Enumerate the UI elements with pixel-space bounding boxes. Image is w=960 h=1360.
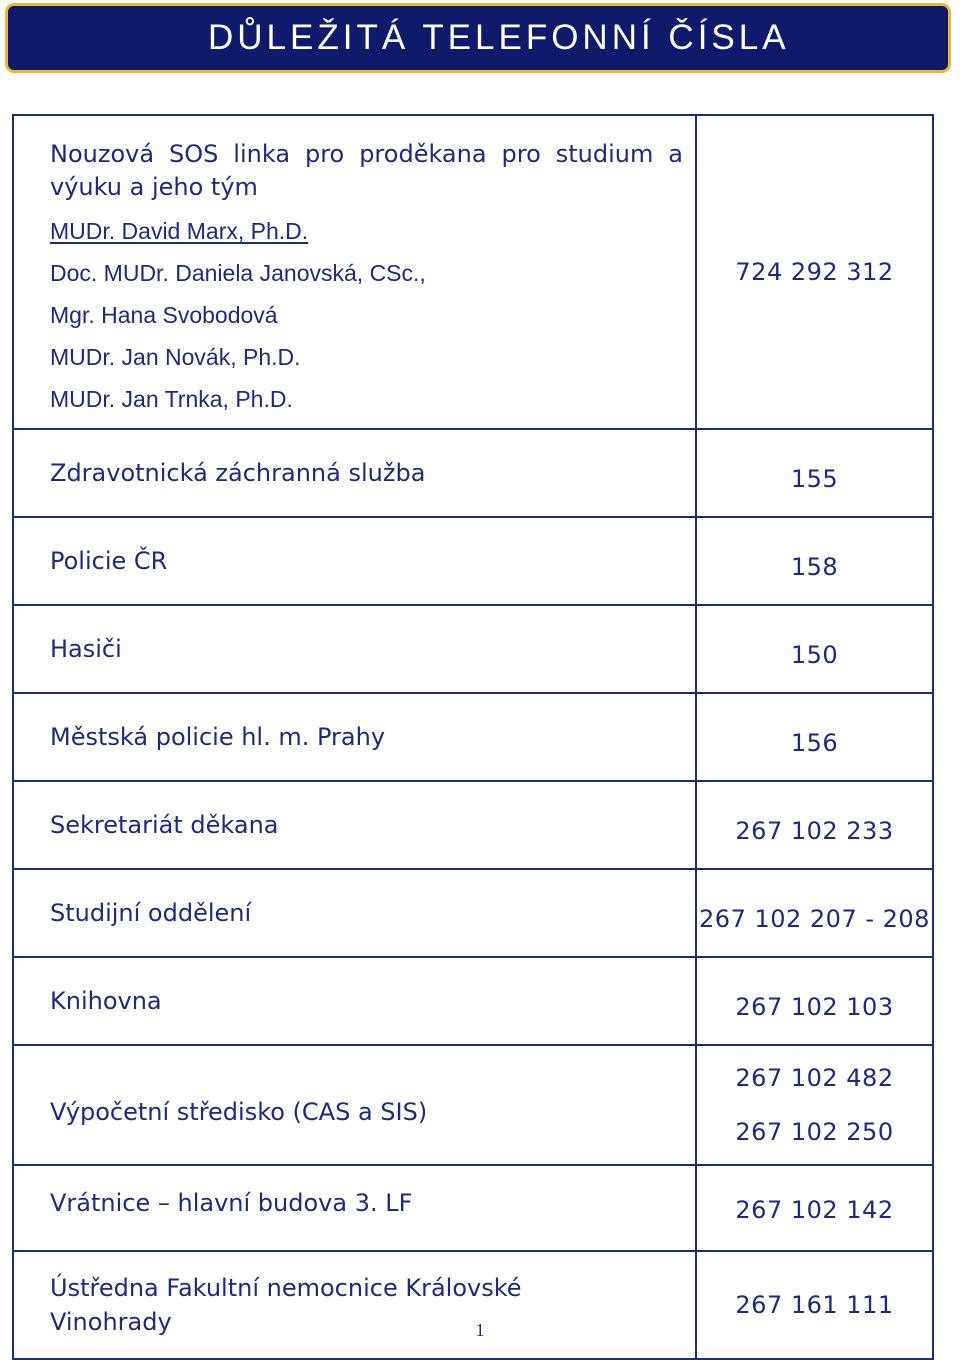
computing-numbers-cell [696,1045,933,1165]
phone-number: 267 102 103 [696,957,933,1045]
contact-name: Zdravotnická záchranná služba [13,429,696,517]
sos-person: MUDr. Jan Novák, Ph.D. [50,344,301,370]
sos-phone-number: 724 292 312 [696,115,933,429]
table-row [13,517,933,605]
sos-row [13,115,933,429]
sos-heading: Nouzová SOS linka pro proděkana pro studium a výuku a jeho tým [50,140,683,201]
contact-name: Studijní oddělení [13,869,696,957]
sos-person: MUDr. Jan Trnka, Ph.D. [50,386,293,412]
table-row [13,605,933,693]
phone-directory-table [12,114,934,1360]
phone-number: 267 102 207 - 208 [696,869,933,957]
table-row [13,693,933,781]
contact-name: Sekretariát děkana [13,781,696,869]
phone-number: 150 [696,605,933,693]
sos-person: Mgr. Hana Svobodová [50,302,278,328]
phone-number: 267 102 250 [735,1118,894,1146]
computing-row [13,1045,933,1165]
phone-number: 267 102 233 [696,781,933,869]
contact-name: Městská policie hl. m. Prahy [13,693,696,781]
phone-number: 267 102 482 [735,1064,894,1092]
table-row [13,1251,933,1359]
title-banner [5,3,951,73]
phone-number: 267 102 142 [696,1165,933,1251]
phone-number: 158 [696,517,933,605]
sos-contact-cell [13,115,696,429]
table-row [13,781,933,869]
page-title: DŮLEŽITÁ TELEFONNÍ ČÍSLA [208,18,790,57]
phone-number: 155 [696,429,933,517]
table-row [13,869,933,957]
table-row [13,1165,933,1251]
sos-person: Doc. MUDr. Daniela Janovská, CSc., [50,260,426,286]
contact-name: Knihovna [13,957,696,1045]
table-row [13,429,933,517]
contact-name: Výpočetní středisko (CAS a SIS) [13,1045,696,1165]
contact-name: Hasiči [13,605,696,693]
contact-name: Policie ČR [13,517,696,605]
contact-name: Vrátnice – hlavní budova 3. LF [13,1165,696,1251]
sos-person: MUDr. David Marx, Ph.D. [50,218,309,244]
page-number: 1 [475,1320,485,1340]
table-row [13,957,933,1045]
phone-number: 156 [696,693,933,781]
contact-name: Ústředna Fakultní nemocnice Královské Vinohrady [13,1251,696,1359]
phone-number: 267 161 111 [696,1251,933,1359]
